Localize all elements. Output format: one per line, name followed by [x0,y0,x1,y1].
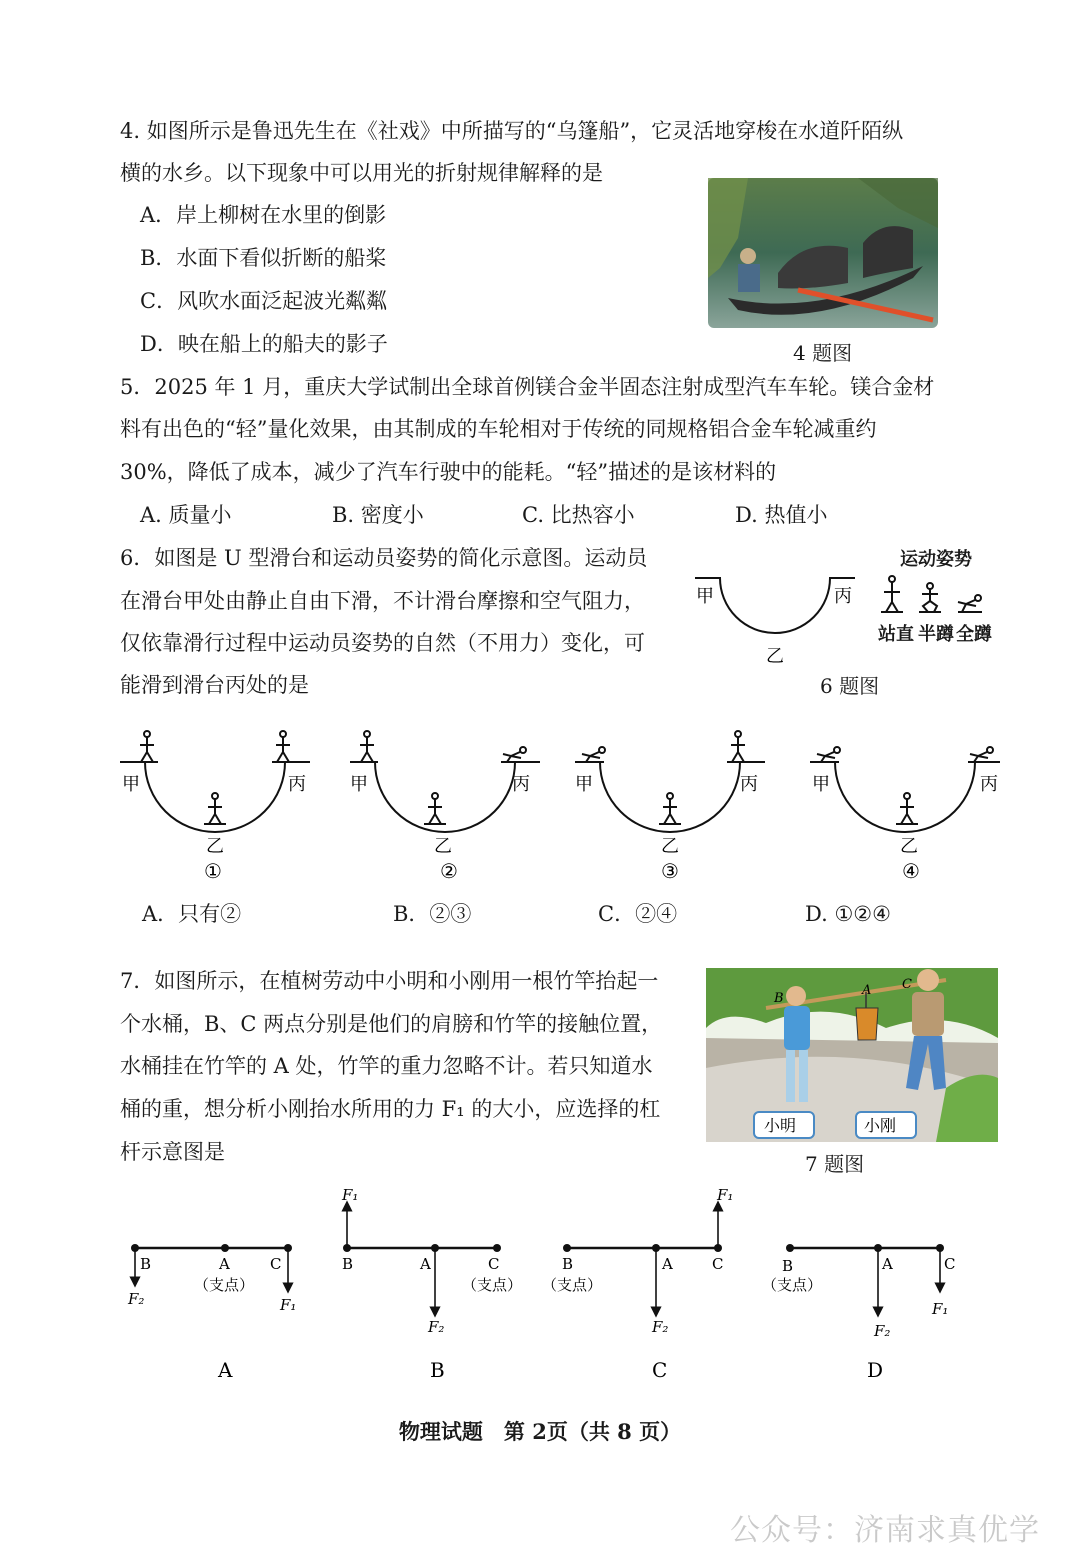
q6-d4-number: ④ [902,859,920,883]
q7-stem-line3: 水桶挂在竹竿的 A 处，竹竿的重力忽略不计。若只知道水 [120,1054,653,1078]
q7-figure-caption: 7 题图 [805,1152,865,1176]
q6-diagram-1 [120,731,310,883]
q7-label-xiaoming: 小明 [764,1116,797,1135]
q7-a-point-b: B [140,1255,152,1273]
q7-b-f2: F₂ [428,1318,445,1336]
q6-diagram-2 [350,731,540,883]
q7-lever-diagrams [110,1180,990,1390]
q5-option-d: D. 热值小 [735,503,828,527]
q6-d4-bing: 丙 [980,774,998,795]
q7-a-letter: A [218,1358,233,1382]
q5-option-a: A. 质量小 [140,503,232,527]
q7-b-point-a: A [420,1255,431,1273]
q6-posture-icons [878,574,988,614]
q6-posture-title: 运动姿势 [900,549,972,570]
q6-d1-yi: 乙 [206,836,224,857]
q6-posture-label-full: 全蹲 [956,624,992,645]
q7-lever-a [127,1244,296,1382]
q6-label-yi: 乙 [766,646,784,667]
q7-c-f2: F₂ [652,1318,669,1336]
q7-b-pivot: （支点） [462,1276,523,1294]
q6-d4-jia: 甲 [812,774,830,795]
q4-option-a: A．岸上柳树在水里的倒影 [140,203,387,227]
q6-stem-line3: 仅依靠滑行过程中运动员姿势的自然（不用力）变化，可 [120,631,645,655]
q4-option-d: D．映在船上的船夫的影子 [140,332,388,356]
q7-stem-line1: 7．如图所示，在植树劳动中小明和小刚用一根竹竿抬起一 [120,969,659,993]
q6-option-diagrams [110,718,1010,888]
q7-photo-label-a: A [862,983,872,998]
q7-d-pivot: （支点） [762,1276,823,1294]
q7-b-letter: B [430,1358,445,1382]
q6-label-jia: 甲 [696,586,714,607]
q6-d2-jia: 甲 [350,774,368,795]
q6-d4-yi: 乙 [900,836,918,857]
q7-lever-b [341,1186,522,1382]
q6-d1-bing: 丙 [288,774,306,795]
q7-stem-line5: 杆示意图是 [120,1140,225,1164]
q7-a-f2: F₂ [128,1290,145,1308]
q7-c-letter: C [652,1358,668,1382]
q7-d-point-a: A [882,1255,893,1273]
q7-stem-line2: 个水桶，B、C 两点分别是他们的肩膀和竹竿的接触位置， [120,1012,663,1036]
q6-diagram-4 [810,747,1000,883]
stand-straight-icon [881,576,903,612]
q6-option-d: D. ①②④ [805,902,891,926]
q5-stem-line2: 料有出色的“轻”量化效果，由其制成的车轮相对于传统的同规格铝合金车轮减重约 [120,417,877,441]
q7-photo-label-b: B [774,991,784,1006]
q7-photo-label-c: C [902,977,912,992]
q7-c-point-b: B [562,1255,574,1273]
q6-stem-line4: 能滑到滑台丙处的是 [120,673,309,697]
q7-carrying-illustration [706,968,998,1142]
q7-d-point-c: C [944,1255,956,1273]
q5-option-b: B. 密度小 [332,503,424,527]
q4-stem-line2: 横的水乡。以下现象中可以用光的折射规律解释的是 [120,161,603,185]
q6-option-a: A．只有② [142,902,242,926]
half-squat-icon [919,583,941,612]
q6-u-ramp-diagram [690,570,860,670]
q6-d2-number: ② [440,859,458,883]
q5-option-c: C. 比热容小 [522,503,635,527]
q6-d3-number: ③ [661,859,679,883]
q6-d2-bing: 丙 [512,774,530,795]
q5-stem-line3: 30%，降低了成本，减少了汽车行驶中的能耗。“轻”描述的是该材料的 [120,460,777,484]
q7-b-point-c: C [488,1255,500,1273]
q6-d1-number: ① [204,859,222,883]
full-squat-icon [958,595,982,612]
q7-lever-c [542,1186,733,1382]
q5-stem-line1: 5．2025 年 1 月，重庆大学试制出全球首例镁合金半固态注射成型汽车车轮。镁合金材 [120,375,935,399]
q7-a-point-c: C [270,1255,282,1273]
q7-a-pivot: （支点） [194,1276,255,1294]
q4-figure-caption: 4 题图 [793,341,853,365]
q7-d-point-b: B [782,1257,794,1275]
q7-c-point-c: C [712,1255,724,1273]
q7-lever-d [762,1244,955,1382]
q6-posture-label-half: 半蹲 [918,624,954,645]
q6-label-bing: 丙 [834,586,852,607]
q6-figure-caption: 6 题图 [820,674,880,698]
q7-c-pivot: （支点） [542,1276,603,1294]
q7-d-f1: F₁ [932,1300,949,1318]
q4-stem-line1: 4. 如图所示是鲁迅先生在《社戏》中所描写的“乌篷船”，它灵活地穿梭在水道阡陌纵 [120,119,904,143]
q6-stem-line1: 6．如图是 U 型滑台和运动员姿势的简化示意图。运动员 [120,546,648,570]
q7-d-letter: D [867,1358,884,1382]
page-footer: 物理试题 第 2页（共 8 页） [398,1419,682,1444]
q7-label-xiaogang: 小刚 [864,1116,897,1135]
q6-option-c: C．②④ [598,902,678,926]
q6-d1-jia: 甲 [122,774,140,795]
q6-d2-yi: 乙 [434,836,452,857]
q6-d3-bing: 丙 [740,774,758,795]
q6-diagram-3 [575,731,765,883]
q7-c-f1: F₁ [717,1186,734,1204]
q6-stem-line2: 在滑台甲处由静止自由下滑，不计滑台摩擦和空气阻力， [120,589,645,613]
q7-stem-line4: 桶的重，想分析小刚抬水所用的力 F₁ 的大小，应选择的杠 [120,1097,661,1121]
q7-a-point-a: A [219,1255,230,1273]
q6-posture-label-stand: 站直 [878,624,914,645]
q7-a-f1: F₁ [280,1296,297,1314]
q7-c-point-a: A [662,1255,673,1273]
q4-option-b: B．水面下看似折断的船桨 [140,246,387,270]
q6-d3-jia: 甲 [575,774,593,795]
q7-b-f1: F₁ [342,1186,359,1204]
q4-option-c: C．风吹水面泛起波光粼粼 [140,289,388,313]
watermark-text: 公众号：济南求真优学 [730,1513,1040,1548]
q7-b-point-b: B [342,1255,354,1273]
q7-d-f2: F₂ [874,1322,891,1340]
q4-boat-photo [708,178,938,328]
q6-d3-yi: 乙 [661,836,679,857]
q6-option-b: B．②③ [393,902,472,926]
